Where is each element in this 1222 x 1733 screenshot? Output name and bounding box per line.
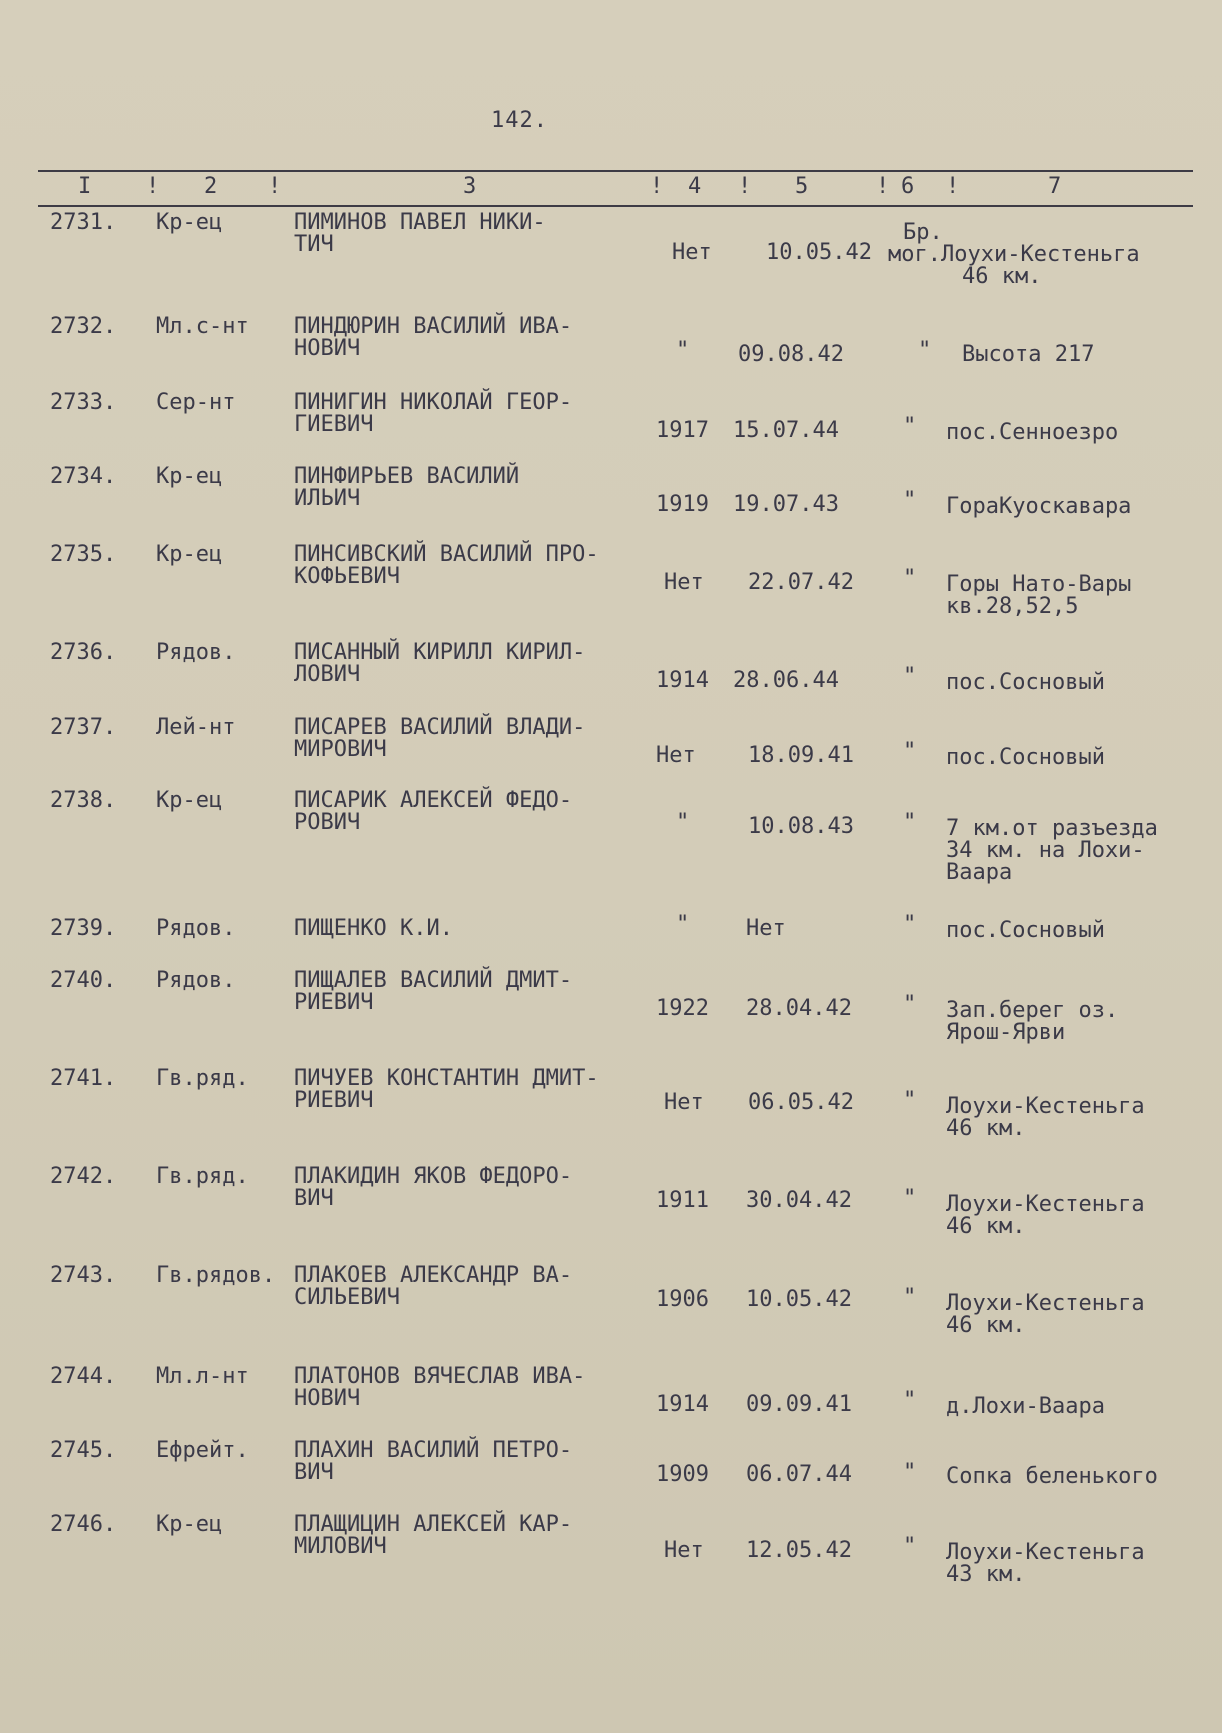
place-line-1: пос.Сосновый xyxy=(946,918,1105,943)
header-separator: ! xyxy=(876,174,890,199)
rank: Рядов. xyxy=(156,968,236,993)
place-line-1: пос.Сенноезро xyxy=(946,420,1119,445)
row-number: 2741. xyxy=(50,1066,117,1091)
header-col-2: 2 xyxy=(204,174,218,199)
place-line-2: 46 км. xyxy=(962,264,1042,289)
place-line-2: 34 км. на Лохи- xyxy=(946,838,1145,863)
name-line-1: ПИЩАЛЕВ ВАСИЛИЙ ДМИТ- xyxy=(294,968,573,993)
row-number: 2736. xyxy=(50,640,117,665)
rank: Гв.ряд. xyxy=(156,1164,249,1189)
col6-value: " xyxy=(903,1088,917,1113)
death-date: Нет xyxy=(746,916,786,941)
header-col-3: 3 xyxy=(463,174,477,199)
name-line-1: ПИНФИРЬЕВ ВАСИЛИЙ xyxy=(294,464,520,489)
birth-year: 1914 xyxy=(656,668,709,693)
rank: Сер-нт xyxy=(156,390,236,415)
place-line-1: Горы Нато-Вары xyxy=(946,572,1132,597)
place-line-1: Высота 217 xyxy=(962,342,1095,367)
row-number: 2734. xyxy=(50,464,117,489)
death-date: 15.07.44 xyxy=(733,418,839,443)
name-line-2: СИЛЬЕВИЧ xyxy=(294,1285,400,1310)
name-line-2: КОФЬЕВИЧ xyxy=(294,564,400,589)
row-number: 2742. xyxy=(50,1164,117,1189)
name-line-1: ПИМИНОВ ПАВЕЛ НИКИ- xyxy=(294,210,546,235)
name-line-2: РИЕВИЧ xyxy=(294,990,374,1015)
rank: Кр-ец xyxy=(156,210,223,235)
header-separator: ! xyxy=(146,174,160,199)
rank: Ефрейт. xyxy=(156,1438,249,1463)
birth-year: " xyxy=(676,338,690,363)
place-line-1: д.Лохи-Ваара xyxy=(946,1394,1105,1419)
death-date: 28.06.44 xyxy=(733,668,839,693)
col6-value: " xyxy=(903,566,917,591)
place-line-1: Сопка беленького xyxy=(946,1464,1158,1489)
place-line-1: Лоухи-Кестеньга xyxy=(946,1540,1145,1565)
page-number: 142. xyxy=(491,108,548,133)
death-date: 10.05.42 xyxy=(766,240,872,265)
row-number: 2731. xyxy=(50,210,117,235)
birth-year: Нет xyxy=(664,1090,704,1115)
col6-value: " xyxy=(903,488,917,513)
row-number: 2735. xyxy=(50,542,117,567)
birth-year: 1911 xyxy=(656,1188,709,1213)
name-line-1: ПЛАХИН ВАСИЛИЙ ПЕТРО- xyxy=(294,1438,573,1463)
row-number: 2738. xyxy=(50,788,117,813)
death-date: 19.07.43 xyxy=(733,492,839,517)
col6-value: " xyxy=(903,1534,917,1559)
death-date: 09.08.42 xyxy=(738,342,844,367)
name-line-2: ТИЧ xyxy=(294,232,334,257)
place-line-1: мог.Лоухи-Кестеньга xyxy=(888,242,1140,267)
birth-year: 1919 xyxy=(656,492,709,517)
death-date: 09.09.41 xyxy=(746,1392,852,1417)
place-line-1: пос.Сосновый xyxy=(946,745,1105,770)
death-date: 22.07.42 xyxy=(748,570,854,595)
rank: Мл.л-нт xyxy=(156,1364,249,1389)
rank: Гв.ряд. xyxy=(156,1066,249,1091)
birth-year: 1914 xyxy=(656,1392,709,1417)
col6-value: " xyxy=(903,739,917,764)
rank: Гв.рядов. xyxy=(156,1263,276,1288)
birth-year: " xyxy=(676,810,690,835)
name-line-2: ВИЧ xyxy=(294,1460,334,1485)
row-number: 2745. xyxy=(50,1438,117,1463)
name-line-1: ПЛАЩИЦИН АЛЕКСЕЙ КАР- xyxy=(294,1512,573,1537)
name-line-1: ПИНДЮРИН ВАСИЛИЙ ИВА- xyxy=(294,314,573,339)
name-line-2: ГИЕВИЧ xyxy=(294,412,374,437)
header-col-6: 6 xyxy=(901,174,915,199)
rank: Лей-нт xyxy=(156,715,236,740)
row-number: 2746. xyxy=(50,1512,117,1537)
name-line-1: ПИСАРИК АЛЕКСЕЙ ФЕДО- xyxy=(294,788,573,813)
col6-value: Бр. xyxy=(903,220,943,245)
birth-year: Нет xyxy=(664,1538,704,1563)
death-date: 10.05.42 xyxy=(746,1287,852,1312)
rank: Мл.с-нт xyxy=(156,314,249,339)
birth-year: 1922 xyxy=(656,996,709,1021)
name-line-1: ПИЧУЕВ КОНСТАНТИН ДМИТ- xyxy=(294,1066,599,1091)
place-line-1: Лоухи-Кестеньга xyxy=(946,1291,1145,1316)
place-line-2: 46 км. xyxy=(946,1313,1026,1338)
death-date: 10.08.43 xyxy=(748,814,854,839)
death-date: 12.05.42 xyxy=(746,1538,852,1563)
name-line-2: РИЕВИЧ xyxy=(294,1088,374,1113)
name-line-1: ПИНИГИН НИКОЛАЙ ГЕОР- xyxy=(294,390,573,415)
rank: Рядов. xyxy=(156,916,236,941)
birth-year: 1906 xyxy=(656,1287,709,1312)
col6-value: " xyxy=(903,1186,917,1211)
row-number: 2732. xyxy=(50,314,117,339)
name-line-2: ВИЧ xyxy=(294,1186,334,1211)
name-line-1: ПЛАТОНОВ ВЯЧЕСЛАВ ИВА- xyxy=(294,1364,586,1389)
birth-year: Нет xyxy=(656,743,696,768)
death-date: 06.05.42 xyxy=(748,1090,854,1115)
name-line-1: ПИСАННЫЙ КИРИЛЛ КИРИЛ- xyxy=(294,640,586,665)
header-col-4: 4 xyxy=(688,174,702,199)
name-line-2: МИРОВИЧ xyxy=(294,737,387,762)
row-number: 2743. xyxy=(50,1263,117,1288)
rank: Кр-ец xyxy=(156,788,223,813)
header-col-7: 7 xyxy=(1048,174,1062,199)
place-line-1: Лоухи-Кестеньга xyxy=(946,1192,1145,1217)
col6-value: " xyxy=(903,414,917,439)
name-line-1: ПЛАКОЕВ АЛЕКСАНДР ВА- xyxy=(294,1263,573,1288)
col6-value: " xyxy=(903,664,917,689)
name-line-1: ПЛАКИДИН ЯКОВ ФЕДОРО- xyxy=(294,1164,573,1189)
place-line-2: 46 км. xyxy=(946,1214,1026,1239)
header-separator: ! xyxy=(738,174,752,199)
rank: Кр-ец xyxy=(156,542,223,567)
row-number: 2733. xyxy=(50,390,117,415)
name-line-2: НОВИЧ xyxy=(294,1386,361,1411)
name-line-2: НОВИЧ xyxy=(294,336,361,361)
name-line-2: ИЛЬИЧ xyxy=(294,486,361,511)
death-date: 06.07.44 xyxy=(746,1462,852,1487)
place-line-1: Зап.берег оз. xyxy=(946,998,1119,1023)
col6-value: " xyxy=(903,912,917,937)
birth-year: " xyxy=(676,912,690,937)
col6-value: " xyxy=(903,1388,917,1413)
col6-value: " xyxy=(903,810,917,835)
header-col-1: I xyxy=(78,174,92,199)
name-line-2: ЛОВИЧ xyxy=(294,662,361,687)
row-number: 2740. xyxy=(50,968,117,993)
birth-year: Нет xyxy=(672,240,712,265)
header-separator: ! xyxy=(946,174,960,199)
rank: Кр-ец xyxy=(156,464,223,489)
place-line-1: пос.Сосновый xyxy=(946,670,1105,695)
col6-value: " xyxy=(903,1285,917,1310)
rank: Рядов. xyxy=(156,640,236,665)
place-line-2: 46 км. xyxy=(946,1116,1026,1141)
row-number: 2744. xyxy=(50,1364,117,1389)
name-line-1: ПИЩЕНКО К.И. xyxy=(294,916,453,941)
name-line-1: ПИНСИВСКИЙ ВАСИЛИЙ ПРО- xyxy=(294,542,599,567)
place-line-3: Ваара xyxy=(946,860,1013,885)
birth-year: Нет xyxy=(664,570,704,595)
row-number: 2737. xyxy=(50,715,117,740)
col6-value: " xyxy=(903,992,917,1017)
header-col-5: 5 xyxy=(795,174,809,199)
header-separator: ! xyxy=(650,174,664,199)
birth-year: 1909 xyxy=(656,1462,709,1487)
death-date: 30.04.42 xyxy=(746,1188,852,1213)
death-date: 28.04.42 xyxy=(746,996,852,1021)
place-line-1: Лоухи-Кестеньга xyxy=(946,1094,1145,1119)
birth-year: 1917 xyxy=(656,418,709,443)
name-line-1: ПИСАРЕВ ВАСИЛИЙ ВЛАДИ- xyxy=(294,715,586,740)
name-line-2: РОВИЧ xyxy=(294,810,361,835)
place-line-2: 43 км. xyxy=(946,1562,1026,1587)
place-line-2: кв.28,52,5 xyxy=(946,594,1079,619)
row-number: 2739. xyxy=(50,916,117,941)
col6-value: " xyxy=(918,338,932,363)
rank: Кр-ец xyxy=(156,1512,223,1537)
place-line-1: ГораКуоскавара xyxy=(946,494,1132,519)
header-separator: ! xyxy=(268,174,282,199)
col6-value: " xyxy=(903,1460,917,1485)
place-line-1: 7 км.от разъезда xyxy=(946,816,1158,841)
death-date: 18.09.41 xyxy=(748,743,854,768)
place-line-2: Ярош-Ярви xyxy=(946,1020,1066,1045)
name-line-2: МИЛОВИЧ xyxy=(294,1534,387,1559)
